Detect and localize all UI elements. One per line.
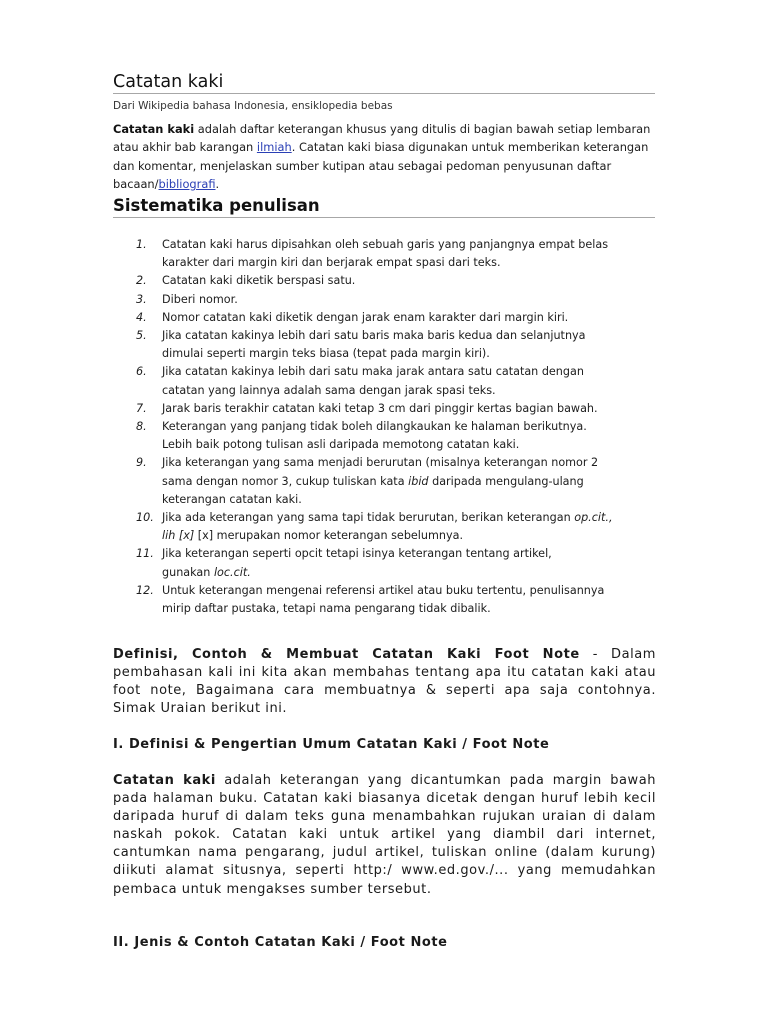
list-item: 1. Catatan kaki harus dipisahkan oleh sebuah garis yang panjangnya empat belas karakter dari margin kiri dan berjarak empat spasi dari teks. <box>136 238 609 270</box>
definition-term: Catatan kaki <box>113 773 216 788</box>
list-item: 9. Jika keterangan yang sama menjadi berurutan (misalnya keterangan nomor 2 sama dengan nomor 3, cukup tuliskan kata ibid daripada mengulang-ulang keterangan catatan kaki. <box>136 456 599 506</box>
list-item: 7. Jarak baris terakhir catatan kaki tetap 3 cm dari pinggir kertas bagian bawah. <box>136 401 598 415</box>
article-intro-text: - Dalam pembahasan kali ini kita akan membahas tentang apa itu catatan kaki atau foot note, Bagaimana cara membuatnya & seperti apa saja contohnya. Simak Uraian berikut ini. <box>113 647 656 717</box>
list-item: 6. Jika catatan kakinya lebih dari satu maka jarak antara satu catatan dengan catatan yang lainnya adalah sama dengan jarak spasi teks. <box>136 365 584 397</box>
article-title: Catatan kaki <box>113 72 224 92</box>
intro-text-1: adalah daftar keterangan khusus yang ditulis di bagian bawah setiap lembaran atau akhir bab karangan <box>113 122 651 155</box>
intro-paragraph <box>113 120 655 194</box>
article-intro <box>113 646 656 718</box>
article-tagline: Dari Wikipedia bahasa Indonesia, ensiklopedia bebas <box>113 100 393 112</box>
list-item: 8. Keterangan yang panjang tidak boleh dilangkaukan ke halaman berikutnya. Lebih baik potong tulisan asli daripada memotong catatan kaki. <box>136 420 587 452</box>
list-item: 4. Nomor catatan kaki diketik dengan jarak enam karakter dari margin kiri. <box>136 310 569 324</box>
section-heading-2: II. Jenis & Contoh Catatan Kaki / Foot Note <box>113 935 448 950</box>
section-heading-1: I. Definisi & Pengertian Umum Catatan Kaki / Foot Note <box>113 737 550 752</box>
list-item: 12. Untuk keterangan mengenai referensi artikel atau buku tertentu, penulisannya mirip daftar pustaka, tetapi nama pengarang tidak dibalik. <box>136 583 605 616</box>
list-item: 11. Jika keterangan seperti opcit tetapi isinya keterangan tentang artikel, gunakan loc.cit. <box>136 547 552 579</box>
link-ilmiah[interactable]: ilmiah <box>256 140 292 155</box>
intro-text-2: . Catatan kaki biasa digunakan untuk memberikan keterangan dan komentar, menjelaskan sumber kutipan atau sebagai pedoman penyusunan daftar bacaan/ <box>113 140 649 192</box>
intro-text-3: . <box>215 177 220 192</box>
definition-text: adalah keterangan yang dicantumkan pada margin bawah pada halaman buku. Catatan kaki biasanya dicetak dengan huruf lebih kecil daripada huruf di dalam teks guna menambahkan rujukan uraian di dalam naskah pokok. Catatan kaki untuk artikel yang diambil dari internet, cantumkan nama pengarang, judul artikel, tuliskan online (dalam kurung) diikuti alamat situsnya, seperti http:/ www.ed.gov./... yang memudahkan pembaca untuk mengakses sumber tersebut. <box>113 773 656 897</box>
list-item: 10. Jika ada keterangan yang sama tapi tidak berurutan, berikan keterangan op.cit., lih [x] [x] merupakan nomor keterangan sebelumnya. <box>136 511 613 543</box>
article-intro-bold: Definisi, Contoh & Membuat Catatan Kaki Foot Note <box>113 647 580 662</box>
section-title: Sistematika penulisan <box>113 196 320 215</box>
link-bibliografi[interactable]: bibliografi <box>158 177 216 192</box>
section-divider <box>113 217 655 218</box>
list-item: 2. Catatan kaki diketik berspasi satu. <box>136 274 356 288</box>
list-item: 5. Jika catatan kakinya lebih dari satu baris maka baris kedua dan selanjutnya dimulai seperti margin teks biasa (tepat pada margin kiri). <box>136 329 586 361</box>
intro-term: Catatan kaki <box>113 122 195 136</box>
rules-list <box>136 236 656 618</box>
title-divider <box>113 93 655 94</box>
list-item: 3. Diberi nomor. <box>136 292 238 306</box>
definition-paragraph <box>113 772 656 899</box>
